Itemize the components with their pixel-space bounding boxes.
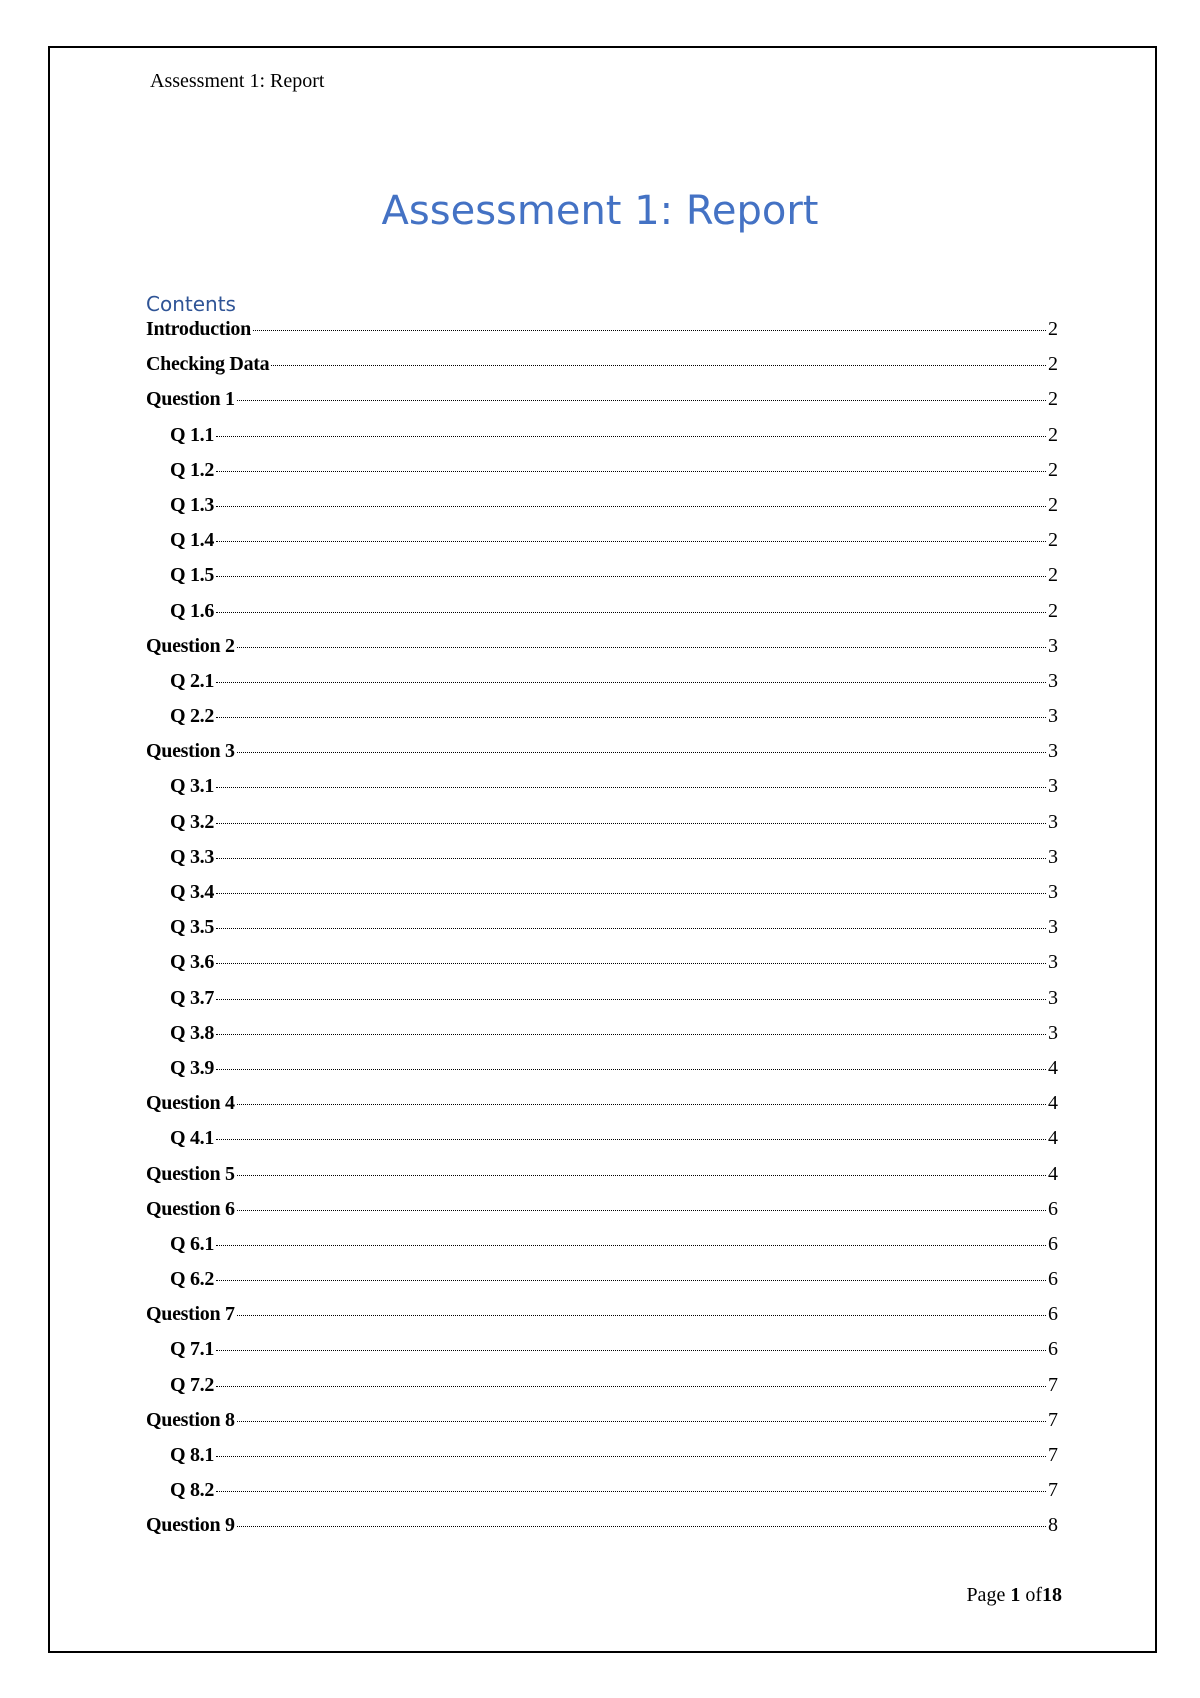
toc-dot-leader: [237, 1421, 1046, 1422]
toc-entry-page: 2: [1048, 423, 1058, 446]
toc-entry-page: 2: [1048, 458, 1058, 481]
toc-entry-page: 7: [1048, 1408, 1058, 1431]
toc-entry-page: 4: [1048, 1162, 1058, 1185]
toc-dot-leader: [216, 1139, 1046, 1140]
toc-entry-page: 4: [1048, 1092, 1058, 1115]
table-of-contents: [146, 318, 1058, 1550]
toc-entry-page: 3: [1048, 775, 1058, 798]
footer-total-pages: 18: [1042, 1584, 1062, 1606]
toc-entry-page: 3: [1048, 1021, 1058, 1044]
toc-entry-label: Question 1: [146, 388, 235, 411]
toc-entry-page: 2: [1048, 318, 1058, 340]
toc-entry-label: Question 8: [146, 1408, 235, 1431]
toc-entry-label: Q 1.4: [170, 529, 215, 552]
toc-dot-leader: [216, 506, 1046, 507]
toc-entry-label: Q 8.1: [170, 1444, 215, 1466]
toc-entry[interactable]: [146, 881, 1058, 916]
toc-dot-leader: [237, 1175, 1046, 1176]
toc-entry-label: Q 1.5: [170, 564, 215, 587]
toc-entry-label: Q 3.8: [170, 1021, 215, 1044]
toc-dot-leader: [216, 963, 1046, 964]
toc-dot-leader: [271, 365, 1046, 366]
toc-entry-page: 6: [1048, 1197, 1058, 1220]
toc-entry-label: Q 1.3: [170, 493, 215, 516]
toc-entry[interactable]: [146, 1479, 1058, 1514]
toc-dot-leader: [216, 576, 1046, 577]
toc-dot-leader: [216, 612, 1046, 613]
toc-entry-page: 3: [1048, 669, 1058, 692]
toc-entry-label: Q 3.4: [170, 881, 215, 903]
toc-entry-label: Question 5: [146, 1162, 235, 1185]
toc-entry[interactable]: [146, 494, 1058, 529]
toc-entry-page: 3: [1048, 740, 1058, 763]
toc-entry[interactable]: [146, 1268, 1058, 1303]
toc-entry[interactable]: [146, 1409, 1058, 1444]
toc-entry[interactable]: [146, 1198, 1058, 1233]
toc-dot-leader: [216, 1456, 1046, 1457]
toc-entry-label: Q 6.2: [170, 1268, 215, 1291]
toc-dot-leader: [216, 928, 1046, 929]
toc-entry[interactable]: [146, 564, 1058, 599]
toc-entry-label: Question 9: [146, 1514, 235, 1537]
toc-entry-label: Q 3.7: [170, 986, 215, 1009]
toc-entry[interactable]: [146, 388, 1058, 423]
toc-entry-page: 3: [1048, 810, 1058, 833]
toc-dot-leader: [216, 893, 1046, 894]
toc-entry-label: Introduction: [146, 318, 251, 340]
toc-entry-page: 6: [1048, 1268, 1058, 1291]
toc-entry-label: Q 2.1: [170, 669, 215, 692]
toc-entry[interactable]: [146, 459, 1058, 494]
toc-entry-page: 3: [1048, 916, 1058, 939]
toc-entry[interactable]: [146, 1303, 1058, 1338]
toc-entry-label: Q 7.1: [170, 1338, 215, 1361]
toc-entry[interactable]: [146, 951, 1058, 986]
toc-entry-label: Question 2: [146, 634, 235, 657]
toc-entry-label: Q 2.2: [170, 705, 215, 728]
document-title: Assessment 1: Report: [381, 188, 819, 234]
toc-entry-page: 3: [1048, 705, 1058, 728]
toc-entry-label: Question 6: [146, 1197, 235, 1220]
toc-entry-page: 4: [1048, 1127, 1058, 1150]
toc-entry-page: 4: [1048, 1056, 1058, 1079]
toc-entry-page: 3: [1048, 951, 1058, 974]
toc-entry-label: Q 3.5: [170, 916, 215, 939]
toc-entry[interactable]: [146, 635, 1058, 670]
toc-entry[interactable]: [146, 916, 1058, 951]
toc-dot-leader: [216, 858, 1046, 859]
toc-entry-label: Q 1.6: [170, 599, 215, 622]
toc-entry-page: 6: [1048, 1338, 1058, 1361]
toc-entry-label: Q 6.1: [170, 1232, 215, 1255]
toc-dot-leader: [216, 787, 1046, 788]
toc-dot-leader: [237, 1315, 1046, 1316]
toc-dot-leader: [237, 752, 1046, 753]
toc-dot-leader: [216, 717, 1046, 718]
toc-entry-page: 3: [1048, 634, 1058, 657]
toc-dot-leader: [216, 1069, 1046, 1070]
toc-dot-leader: [216, 1280, 1046, 1281]
toc-entry[interactable]: [146, 318, 1058, 353]
toc-entry-page: 3: [1048, 881, 1058, 903]
toc-entry-page: 2: [1048, 564, 1058, 587]
toc-dot-leader: [253, 330, 1046, 331]
toc-dot-leader: [216, 1386, 1046, 1387]
toc-entry-label: Q 3.3: [170, 845, 215, 868]
toc-entry-label: Q 8.2: [170, 1479, 215, 1502]
contents-heading: Contents: [146, 292, 236, 316]
toc-dot-leader: [216, 541, 1046, 542]
toc-dot-leader: [216, 999, 1046, 1000]
toc-dot-leader: [237, 400, 1046, 401]
toc-entry-label: Q 7.2: [170, 1373, 215, 1396]
toc-dot-leader: [216, 471, 1046, 472]
toc-entry-page: 7: [1048, 1373, 1058, 1396]
toc-entry-label: Q 1.2: [170, 458, 215, 481]
toc-entry-label: Q 4.1: [170, 1127, 215, 1150]
toc-entry-page: 3: [1048, 845, 1058, 868]
toc-entry-page: 2: [1048, 599, 1058, 622]
toc-entry[interactable]: [146, 740, 1058, 775]
footer-of-word: of: [1025, 1584, 1042, 1606]
toc-entry-page: 6: [1048, 1232, 1058, 1255]
page-footer: [966, 1584, 1062, 1607]
toc-entry[interactable]: [146, 1092, 1058, 1127]
toc-entry[interactable]: [146, 705, 1058, 740]
toc-entry[interactable]: [146, 1163, 1058, 1198]
toc-entry-page: 3: [1048, 986, 1058, 1009]
toc-entry-label: Q 3.2: [170, 810, 215, 833]
toc-entry[interactable]: [146, 1057, 1058, 1092]
toc-entry[interactable]: [146, 670, 1058, 705]
toc-dot-leader: [216, 1491, 1046, 1492]
toc-entry-label: Checking Data: [146, 353, 270, 376]
toc-entry[interactable]: [146, 1514, 1058, 1549]
toc-dot-leader: [216, 1350, 1046, 1351]
toc-entry-page: 7: [1048, 1479, 1058, 1502]
toc-entry[interactable]: [146, 1022, 1058, 1057]
toc-dot-leader: [237, 1526, 1046, 1527]
toc-entry-page: 2: [1048, 493, 1058, 516]
footer-current-page: 1: [1010, 1584, 1021, 1606]
toc-entry[interactable]: [146, 811, 1058, 846]
toc-entry[interactable]: [146, 1444, 1058, 1479]
toc-entry-page: 8: [1048, 1514, 1058, 1537]
toc-entry[interactable]: [146, 529, 1058, 564]
toc-entry[interactable]: [146, 846, 1058, 881]
toc-entry[interactable]: [146, 1374, 1058, 1409]
toc-dot-leader: [216, 1034, 1046, 1035]
running-header: Assessment 1: Report: [150, 70, 325, 92]
footer-page-word: Page: [966, 1584, 1006, 1606]
toc-entry-label: Question 3: [146, 740, 235, 763]
toc-entry-page: 7: [1048, 1444, 1058, 1466]
toc-dot-leader: [237, 1210, 1046, 1211]
toc-entry[interactable]: [146, 987, 1058, 1022]
toc-dot-leader: [216, 1245, 1046, 1246]
toc-entry-page: 2: [1048, 529, 1058, 552]
toc-entry-label: Q 3.9: [170, 1056, 215, 1079]
toc-dot-leader: [216, 682, 1046, 683]
toc-entry-label: Question 7: [146, 1303, 235, 1326]
toc-entry-page: 2: [1048, 388, 1058, 411]
toc-entry[interactable]: [146, 1233, 1058, 1268]
toc-dot-leader: [216, 436, 1046, 437]
toc-entry[interactable]: [146, 600, 1058, 635]
toc-entry-label: Q 3.1: [170, 775, 215, 798]
toc-entry-label: Q 3.6: [170, 951, 215, 974]
toc-entry-label: Question 4: [146, 1092, 235, 1115]
toc-entry[interactable]: [146, 775, 1058, 810]
toc-entry[interactable]: [146, 424, 1058, 459]
toc-dot-leader: [237, 1104, 1046, 1105]
toc-dot-leader: [237, 647, 1046, 648]
toc-entry-label: Q 1.1: [170, 423, 215, 446]
toc-entry-page: 6: [1048, 1303, 1058, 1326]
toc-entry[interactable]: [146, 1338, 1058, 1373]
toc-entry-page: 2: [1048, 353, 1058, 376]
toc-entry[interactable]: [146, 1127, 1058, 1162]
toc-entry[interactable]: [146, 353, 1058, 388]
toc-dot-leader: [216, 823, 1046, 824]
